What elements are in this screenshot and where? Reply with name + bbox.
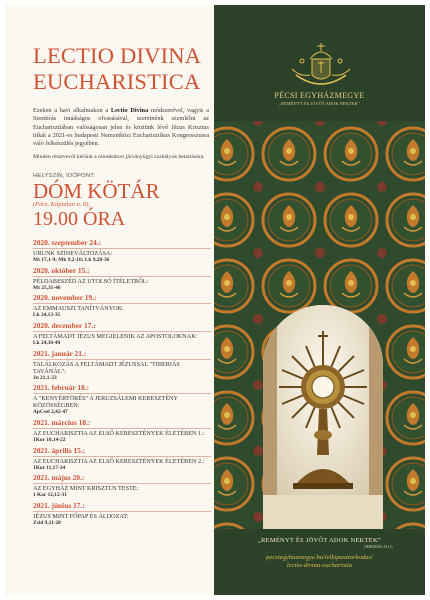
page-title [33, 43, 201, 95]
intro-bold: Lectio Divina [110, 107, 149, 114]
session-reference: 1 Kor 12,12-31 [33, 492, 67, 499]
intro-text-2: módszerével, vagyis a Szentírás imádságos olvasásával, szeretnénk szemlélni az Eucharisztiában valóságosan jelen és köztünk lévő Jézus Krisztus titkát a 2021-es budapesti Nemzetközi Eucharisztikus Kongresszusra való felkészülés jegyében. [33, 107, 209, 148]
right-panel [214, 5, 425, 595]
session-item [33, 474, 211, 498]
intro-text-1: Ezeken a havi alkalmakon a [33, 107, 111, 114]
url-line-1[interactable]: pecsiegyhazmegye.hu/lelkipasztorkodas/ [266, 554, 373, 561]
session-item [33, 447, 211, 471]
session-date: 2020. december 17.: [33, 322, 211, 332]
session-date: 2020. november 19.: [33, 294, 211, 304]
session-list [33, 239, 211, 530]
session-reference: Mt 25,31-46 [33, 284, 61, 291]
diocese-name: PÉCSI EGYHÁZMEGYE [274, 91, 365, 100]
session-date: 2021. március 18.: [33, 419, 211, 429]
session-item [33, 322, 211, 346]
safety-note: Minden résztvevőt kérünk a mindenkori járványügyi szabályok betartására. [33, 154, 205, 160]
venue-time: 19.00 ÓRA [33, 208, 126, 230]
footer-quote-ref: (JEREMIÁS 29,11) [364, 545, 393, 549]
session-item [33, 384, 211, 415]
session-item [33, 419, 211, 443]
diocese-motto: „REMÉNYT ÉS JÖVŐT ADOK NEKTEK” [279, 101, 360, 106]
url-line-2[interactable]: lectio-divina-eucharistia [286, 562, 353, 569]
session-item [33, 502, 211, 526]
session-topic: A "KENYÉRTÖRÉS" A JERUZSÁLEMI KERESZTÉNY KÖZÖSSÉGBEN: [33, 395, 178, 410]
website-link[interactable] [214, 554, 425, 570]
session-topic: A FELTÁMADT JÉZUS MEGJELENIK AZ APOSTOLOKNAK: [33, 332, 198, 340]
session-topic: JÉZUS MINT FŐPAP ÉS ÁLDOZAT: [33, 512, 129, 520]
left-panel [5, 5, 214, 595]
session-date: 2021. április 15.: [33, 447, 211, 457]
session-item [33, 267, 211, 291]
session-item [33, 350, 211, 381]
session-reference: Lk 24,13-35 [33, 312, 61, 319]
diocese-coat-of-arms-icon [288, 41, 354, 89]
session-item [33, 294, 211, 318]
venue-place: DÓM KÖTÁR [33, 179, 160, 203]
session-topic: AZ EGYHÁZ MINT KRISZTUS TESTE: [33, 485, 139, 493]
title-line-2: EUCHARISTICA [33, 69, 201, 94]
session-reference: ApCsel 2,42-47 [33, 409, 68, 416]
session-reference: Zsid 9,11-28 [33, 519, 61, 526]
session-reference: Lk 24,36-49 [33, 339, 61, 346]
monstrance-photo [263, 305, 383, 529]
title-line-1: LECTIO DIVINA [33, 43, 202, 68]
session-reference: Jn 21,1-23 [33, 374, 57, 381]
session-date: 2021. február 18.: [33, 384, 211, 394]
poster [5, 5, 425, 595]
session-date: 2021. január 21.: [33, 350, 211, 360]
session-topic: AZ EMMAUSZI TANÍTVÁNYOK: [33, 305, 124, 313]
session-item [33, 239, 211, 263]
session-date: 2021. május 20.: [33, 474, 211, 484]
session-topic: TALÁLKOZÁS A FELTÁMADT JÉZUSSAL "TIBERIÁS TAVÁNÁL": [33, 360, 180, 375]
session-topic: AZ EUCHARISZTIA AZ ELSŐ KERESZTÉNYEK ÉLETÉBEN 2.: [33, 457, 205, 465]
monstrance-icon [263, 305, 383, 529]
session-reference: 1Kor 11,17-34 [33, 464, 66, 471]
intro-paragraph [33, 107, 209, 148]
session-date: 2021. június 17.: [33, 502, 211, 512]
session-reference: Mt 17,1-9; Mk 9,2-10; Lk 9,28-36 [33, 256, 110, 263]
session-date: 2020. október 15.: [33, 267, 211, 277]
session-topic: AZ EUCHARISZTIA AZ ELSŐ KERESZTÉNYEK ÉLETÉBEN 1.: [33, 429, 205, 437]
venue-label: HELYSZÍN, IDŐPONT: [33, 173, 96, 179]
session-topic: PÉLDABESZÉD AZ UTOLSÓ ÍTÉLETRŐL: [33, 277, 149, 285]
session-date: 2020. szeptember 24.: [33, 239, 211, 249]
footer-quote: „REMÉNYT ÉS JÖVŐT ADOK NEKTEK” [257, 537, 382, 544]
session-topic: URUNK SZÍNEVÁLTOZÁSA: [33, 249, 113, 257]
session-reference: 1Kor 10,14-22 [33, 436, 66, 443]
venue-address: (Pécs, Káptalan u. 8), [33, 201, 91, 208]
